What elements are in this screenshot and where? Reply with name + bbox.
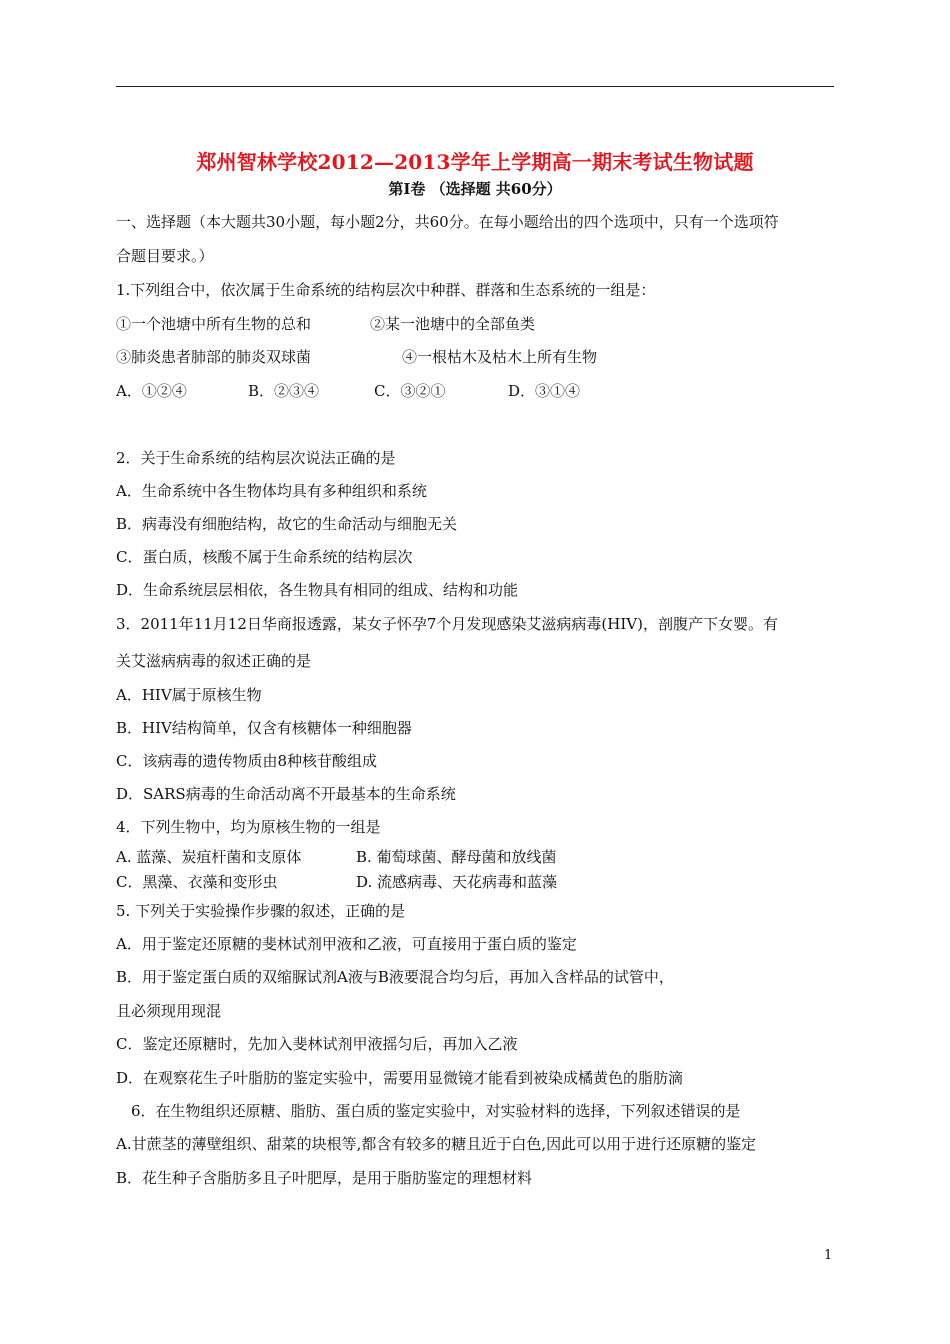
section-intro-line-2: 合题目要求。） xyxy=(116,247,214,265)
q5-option-b-line-2: 且必须现用现混 xyxy=(116,1002,222,1020)
section-subtitle: 第Ⅰ卷 （选择题 共60分） xyxy=(388,180,562,198)
q3-option-b: B．HIV结构简单，仅含有核糖体一种细胞器 xyxy=(116,719,412,737)
q3-option-a: A．HIV属于原核生物 xyxy=(116,686,262,704)
q5-option-a: A．用于鉴定还原糖的斐林试剂甲液和乙液，可直接用于蛋白质的鉴定 xyxy=(116,935,577,953)
q1-option-a: A．①②④ xyxy=(116,382,187,400)
q1-item-3: ③肺炎患者肺部的肺炎双球菌 xyxy=(116,348,312,366)
q3-option-d: D．SARS病毒的生命活动离不开最基本的生命系统 xyxy=(116,785,456,803)
page-number: 1 xyxy=(824,1248,833,1263)
q2-option-d: D．生命系统层层相依，各生物具有相同的组成、结构和功能 xyxy=(116,581,519,599)
exam-title: 郑州智林学校2012—2013学年上学期高一期末考试生物试题 xyxy=(196,150,754,174)
q4-option-a: A. 蓝藻、炭疽杆菌和支原体 xyxy=(116,848,302,866)
q2-option-a: A．生命系统中各生物体均具有多种组织和系统 xyxy=(116,482,427,500)
q1-item-1: ①一个池塘中所有生物的总和 xyxy=(116,315,312,333)
q1-item-2: ②某一池塘中的全部鱼类 xyxy=(370,315,536,333)
q1-item-4: ④一根枯木及枯木上所有生物 xyxy=(402,348,598,366)
q5-stem: 5. 下列关于实验操作步骤的叙述，正确的是 xyxy=(116,902,406,920)
q4-option-d: D. 流感病毒、天花病毒和蓝藻 xyxy=(356,873,558,891)
q1-option-c: C．③②① xyxy=(374,382,446,400)
q4-option-c: C．黑藻、衣藻和变形虫 xyxy=(116,873,278,891)
q4-option-b: B. 葡萄球菌、酵母菌和放线菌 xyxy=(356,848,557,866)
q1-option-b: B．②③④ xyxy=(248,382,320,400)
q5-option-d: D．在观察花生子叶脂肪的鉴定实验中，需要用显微镜才能看到被染成橘黄色的脂肪滴 xyxy=(116,1069,684,1087)
q5-option-b-line-1: B．用于鉴定蛋白质的双缩脲试剂A液与B液要混合均匀后，再加入含样品的试管中， xyxy=(116,968,674,986)
q6-option-a: A.甘蔗茎的薄壁组织、甜菜的块根等,都含有较多的糖且近于白色,因此可以用于进行还原糖的鉴定 xyxy=(116,1135,757,1153)
q1-option-d: D．③①④ xyxy=(508,382,581,400)
q1-stem: 1.下列组合中，依次属于生命系统的结构层次中种群、群落和生态系统的一组是： xyxy=(116,281,656,299)
header-rule xyxy=(116,86,834,87)
q3-option-c: C．该病毒的遗传物质由8种核苷酸组成 xyxy=(116,752,378,770)
q2-stem: 2．关于生命系统的结构层次说法正确的是 xyxy=(116,449,396,467)
q4-stem: 4．下列生物中，均为原核生物的一组是 xyxy=(116,818,381,836)
q2-option-b: B．病毒没有细胞结构，故它的生命活动与细胞无关 xyxy=(116,515,458,533)
q6-stem: 6．在生物组织还原糖、脂肪、蛋白质的鉴定实验中，对实验材料的选择，下列叙述错误的是 xyxy=(131,1102,741,1120)
q6-option-b: B．花生种子含脂肪多且子叶肥厚，是用于脂肪鉴定的理想材料 xyxy=(116,1169,533,1187)
section-intro-line-1: 一、选择题（本大题共30小题，每小题2分，共60分。在每小题给出的四个选项中，只有一个选项符 xyxy=(116,213,779,231)
q2-option-c: C．蛋白质，核酸不属于生命系统的结构层次 xyxy=(116,548,413,566)
q3-stem-line-2: 关艾滋病病毒的叙述正确的是 xyxy=(116,652,312,670)
q3-stem-line-1: 3．2011年11月12日华商报透露，某女子怀孕7个月发现感染艾滋病病毒(HIV)，剖腹产下女婴。有 xyxy=(116,615,778,633)
q5-option-c: C．鉴定还原糖时，先加入斐林试剂甲液摇匀后，再加入乙液 xyxy=(116,1035,518,1053)
